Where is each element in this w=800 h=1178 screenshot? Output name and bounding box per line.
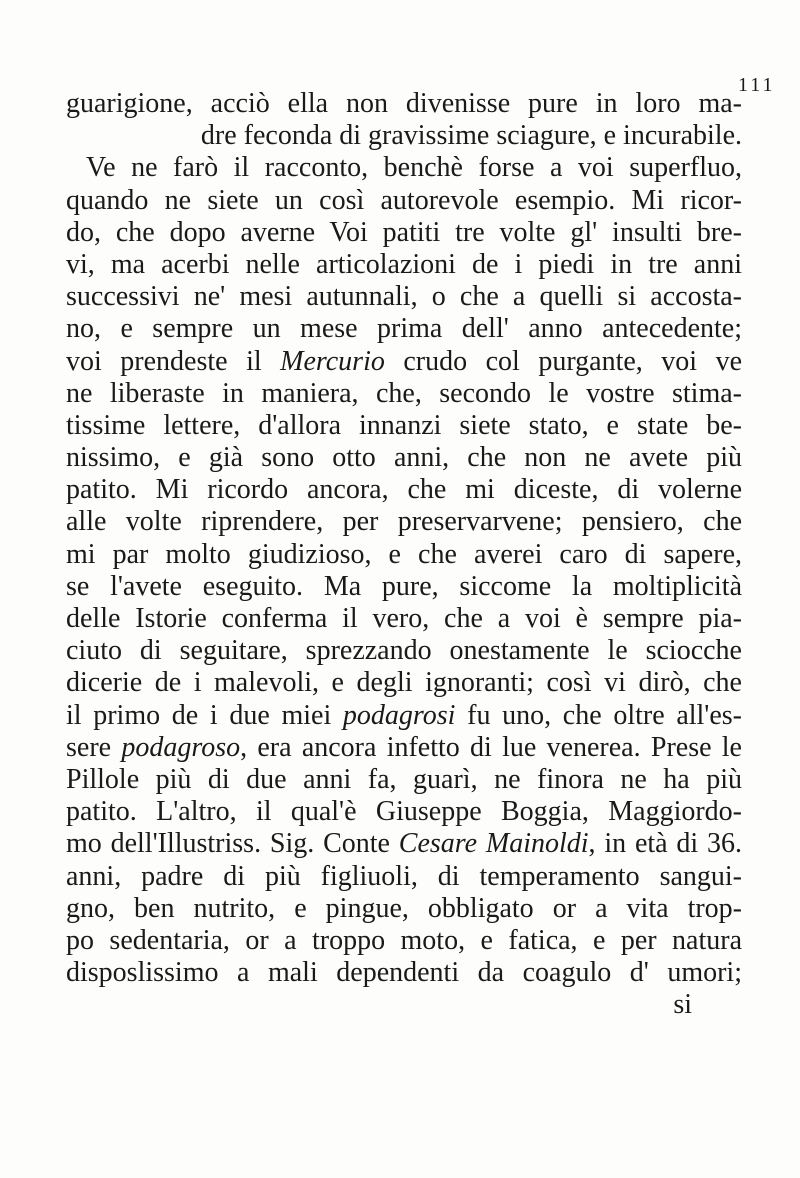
- text-segment: quando ne siete un così autorevole esempio. Mi ricor-: [66, 184, 742, 216]
- text-segment: successivi ne' mesi autunnali, o che a quelli si accosta-: [66, 281, 742, 313]
- text-line: [66, 346, 742, 378]
- text-line: [66, 828, 742, 860]
- text-segment: tissime lettere, d'allora innanzi siete stato, e state be-: [66, 409, 742, 441]
- text-line: [66, 88, 742, 120]
- text-line: [66, 313, 742, 345]
- text-segment: il primo de i due miei: [66, 699, 343, 731]
- text-segment: crudo col purgante, voi ve: [384, 345, 742, 377]
- text-segment: fu uno, che oltre all'es-: [455, 699, 743, 731]
- text-line: [66, 635, 742, 667]
- text-segment: ne liberaste in maniera, che, secondo le vostre stima-: [66, 377, 742, 409]
- text-line: [66, 571, 742, 603]
- italic-term: podagrosi: [342, 699, 456, 731]
- text-segment: , era ancora infetto di lue venerea. Prese le: [240, 731, 742, 763]
- text-segment: se l'avete eseguito. Ma pure, siccome la moltiplicità: [66, 570, 742, 602]
- text-segment: guarigione, acciò ella non divenisse pure in loro ma-: [66, 88, 742, 119]
- text-line: [66, 764, 742, 796]
- text-line: [66, 474, 742, 506]
- text-segment: Pillole più di due anni fa, guarì, ne finora ne ha più: [66, 763, 742, 795]
- text-segment: dicerie de i malevoli, e degli ignoranti; così vi dirò, che: [66, 667, 742, 699]
- text-segment: gno, ben nutrito, e pingue, obbligato or a vita trop-: [66, 892, 742, 924]
- text-segment: no, e sempre un mese prima dell' anno antecedente;: [66, 313, 742, 345]
- text-line: [66, 249, 742, 281]
- text-segment: sere: [66, 731, 122, 763]
- text-segment: dre feconda di gravissime sciagure, e incurabile.: [200, 120, 742, 152]
- italic-term: Mercurio: [280, 345, 385, 377]
- text-line: [66, 700, 742, 732]
- italic-term: Cesare Mainoldi: [398, 828, 589, 860]
- text-segment: Ve ne farò il racconto, benchè forse a voi superfluo,: [86, 152, 742, 184]
- text-segment: patito. L'altro, il qual'è Giuseppe Boggia, Maggiordo-: [66, 796, 742, 828]
- text-line: [66, 732, 742, 764]
- catchword: si: [673, 989, 692, 1021]
- text-segment: do, che dopo averne Voi patiti tre volte gl' insulti bre-: [66, 216, 742, 248]
- text-line: [66, 152, 742, 184]
- text-line: [66, 506, 742, 538]
- text-line: [66, 957, 742, 989]
- text-segment: voi prendeste il: [66, 345, 281, 377]
- text-segment: anni, padre di più figliuoli, di temperamento sangui-: [66, 860, 742, 892]
- text-line: [66, 667, 742, 699]
- text-line: [66, 217, 742, 249]
- text-segment: patito. Mi ricordo ancora, che mi diceste, di volerne: [66, 474, 742, 506]
- text-segment: mo dell'Illustriss. Sig. Conte: [66, 828, 399, 860]
- italic-term: podagroso: [121, 731, 241, 763]
- page-number: 111: [738, 74, 776, 96]
- text-line: [66, 120, 742, 152]
- text-line: [66, 185, 742, 217]
- text-line: [66, 442, 742, 474]
- text-segment: po sedentaria, or a troppo moto, e fatica, e per natura: [66, 924, 742, 956]
- text-line: [66, 603, 742, 635]
- text-line: [66, 410, 742, 442]
- body-text: [66, 88, 742, 1021]
- text-line: [66, 281, 742, 313]
- text-segment: ciuto di seguitare, sprezzando onestamente le sciocche: [66, 635, 742, 667]
- text-segment: delle Istorie conferma il vero, che a voi è sempre pia-: [66, 603, 742, 634]
- text-line: [66, 796, 742, 828]
- text-segment: vi, ma acerbi nelle articolazioni de i piedi in tre anni: [66, 248, 742, 280]
- text-line: [66, 925, 742, 957]
- text-line: [66, 539, 742, 571]
- text-line: [66, 378, 742, 410]
- text-segment: mi par molto giudizioso, e che averei caro di sapere,: [66, 538, 742, 570]
- text-segment: disposlissimo a mali dependenti da coagulo d' umori;: [66, 957, 742, 989]
- text-segment: alle volte riprendere, per preservarvene; pensiero, che: [66, 506, 742, 538]
- text-segment: nissimo, e già sono otto anni, che non ne avete più: [66, 442, 742, 474]
- text-segment: , in età di 36.: [588, 828, 742, 860]
- text-line: [66, 861, 742, 893]
- text-line: [66, 893, 742, 925]
